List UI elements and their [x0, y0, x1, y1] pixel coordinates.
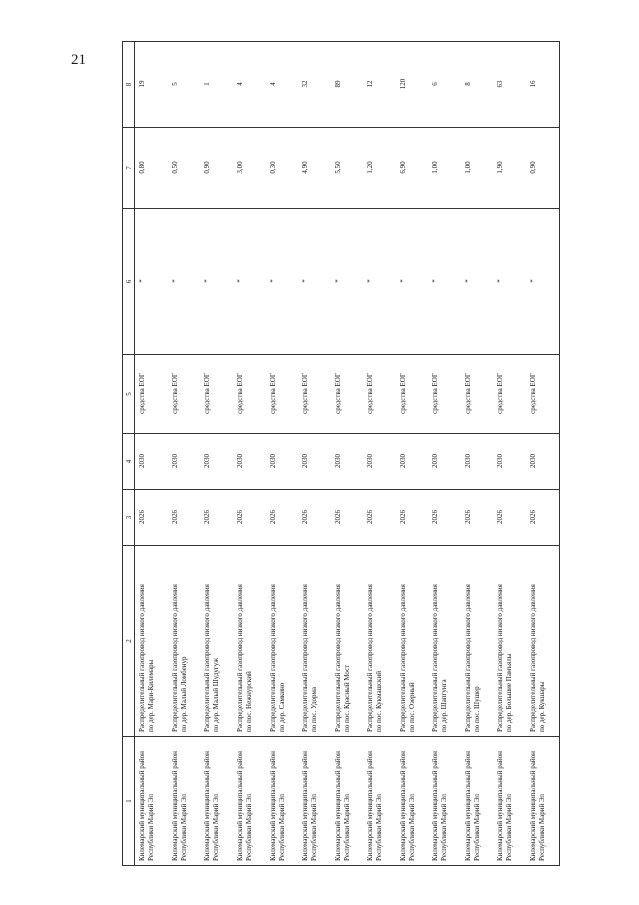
- table-row: [396, 42, 429, 866]
- count-cell: 1: [200, 42, 233, 128]
- object-type: Распределительный газопровод низкого давления: [463, 584, 472, 732]
- object-cell: [298, 546, 331, 737]
- column-header-7: 7: [123, 128, 135, 209]
- mark-cell: *: [135, 209, 168, 355]
- mark-cell: *: [363, 209, 396, 355]
- funding-source-cell: средства ЕОГ: [266, 355, 299, 434]
- start-year-cell: 2026: [428, 490, 461, 546]
- mark-cell: *: [266, 209, 299, 355]
- count-cell: 5: [168, 42, 201, 128]
- organization-cell: Килемарский муниципальный район Республики Марий Эл: [135, 737, 168, 866]
- table-body: [135, 42, 560, 866]
- table-row: [331, 42, 364, 866]
- organization-cell: Килемарский муниципальный район Республики Марий Эл: [493, 737, 526, 866]
- mark-cell: *: [396, 209, 429, 355]
- end-year-cell: 2030: [461, 434, 494, 490]
- length-cell: 0,90: [526, 128, 559, 209]
- column-header-1: 1: [123, 737, 135, 866]
- funding-source-cell: средства ЕОГ: [233, 355, 266, 434]
- funding-source-cell: средства ЕОГ: [363, 355, 396, 434]
- funding-source-cell: средства ЕОГ: [493, 355, 526, 434]
- count-cell: 120: [396, 42, 429, 128]
- mark-cell: *: [428, 209, 461, 355]
- length-cell: 1,00: [461, 128, 494, 209]
- mark-cell: *: [233, 209, 266, 355]
- object-type: Распределительный газопровод низкого давления: [235, 584, 244, 732]
- object-cell: [428, 546, 461, 737]
- length-cell: 0,30: [266, 128, 299, 209]
- column-header-3: 3: [123, 490, 135, 546]
- start-year-cell: 2026: [526, 490, 559, 546]
- start-year-cell: 2026: [266, 490, 299, 546]
- start-year-cell: 2026: [363, 490, 396, 546]
- start-year-cell: 2026: [200, 490, 233, 546]
- table-row: [233, 42, 266, 866]
- page-number: 21: [71, 52, 86, 68]
- organization-cell: Килемарский муниципальный район Республики Марий Эл: [428, 737, 461, 866]
- object-cell: [266, 546, 299, 737]
- column-header-2: 2: [123, 546, 135, 737]
- end-year-cell: 2030: [396, 434, 429, 490]
- length-cell: 1,00: [428, 128, 461, 209]
- organization-cell: Килемарский муниципальный район Республики Марий Эл: [200, 737, 233, 866]
- length-cell: 6,90: [396, 128, 429, 209]
- gas-pipeline-table: [122, 41, 560, 866]
- organization-cell: Килемарский муниципальный район Республики Марий Эл: [396, 737, 429, 866]
- length-cell: 5,50: [331, 128, 364, 209]
- table-row: [298, 42, 331, 866]
- end-year-cell: 2030: [428, 434, 461, 490]
- start-year-cell: 2026: [493, 490, 526, 546]
- object-cell: [363, 546, 396, 737]
- funding-source-cell: средства ЕОГ: [298, 355, 331, 434]
- object-type: Распределительный газопровод низкого давления: [398, 584, 407, 732]
- mark-cell: *: [461, 209, 494, 355]
- end-year-cell: 2030: [266, 434, 299, 490]
- object-type: Распределительный газопровод низкого давления: [138, 584, 146, 732]
- end-year-cell: 2030: [363, 434, 396, 490]
- funding-source-cell: средства ЕОГ: [526, 355, 559, 434]
- length-cell: 3,00: [233, 128, 266, 209]
- column-header-8: 8: [123, 42, 135, 128]
- end-year-cell: 2030: [168, 434, 201, 490]
- object-cell: [135, 546, 168, 737]
- object-type: Распределительный газопровод низкого давления: [431, 584, 440, 732]
- object-cell: [396, 546, 429, 737]
- count-cell: 4: [266, 42, 299, 128]
- organization-cell: Килемарский муниципальный район Республики Марий Эл: [266, 737, 299, 866]
- object-cell: [526, 546, 559, 737]
- object-location: по пос. Удорма: [310, 687, 319, 732]
- object-type: Распределительный газопровод низкого давления: [170, 584, 179, 732]
- object-location: по дер. Кукшары: [538, 681, 547, 732]
- column-header-6: 6: [123, 209, 135, 355]
- object-type: Распределительный газопровод низкого давления: [268, 584, 277, 732]
- start-year-cell: 2026: [396, 490, 429, 546]
- object-location: по пос. Шушер: [472, 686, 481, 732]
- start-year-cell: 2026: [168, 490, 201, 546]
- object-location: по дер. Шапгунга: [440, 679, 449, 732]
- count-cell: 4: [233, 42, 266, 128]
- end-year-cell: 2030: [298, 434, 331, 490]
- mark-cell: *: [168, 209, 201, 355]
- count-cell: 8: [461, 42, 494, 128]
- end-year-cell: 2030: [331, 434, 364, 490]
- end-year-cell: 2030: [233, 434, 266, 490]
- organization-cell: Килемарский муниципальный район Республики Марий Эл: [298, 737, 331, 866]
- length-cell: 4,90: [298, 128, 331, 209]
- organization-cell: Килемарский муниципальный район Республики Марий Эл: [363, 737, 396, 866]
- object-cell: [233, 546, 266, 737]
- column-header-5: 5: [123, 355, 135, 434]
- mark-cell: *: [526, 209, 559, 355]
- start-year-cell: 2026: [135, 490, 168, 546]
- length-cell: 0,50: [168, 128, 201, 209]
- start-year-cell: 2026: [461, 490, 494, 546]
- length-cell: 0,90: [200, 128, 233, 209]
- funding-source-cell: средства ЕОГ: [168, 355, 201, 434]
- mark-cell: *: [331, 209, 364, 355]
- object-type: Распределительный газопровод низкого давления: [203, 584, 212, 732]
- object-location: по дер. Малый Шудугуж: [212, 657, 221, 732]
- count-cell: 32: [298, 42, 331, 128]
- object-type: Распределительный газопровод низкого давления: [496, 584, 505, 732]
- table-row: [493, 42, 526, 866]
- object-type: Распределительный газопровод низкого давления: [301, 584, 310, 732]
- organization-cell: Килемарский муниципальный район Республики Марий Эл: [331, 737, 364, 866]
- table-row: [200, 42, 233, 866]
- table-row: [168, 42, 201, 866]
- object-type: Распределительный газопровод низкого давления: [366, 584, 375, 732]
- object-location: по пос. Нежнурский: [244, 671, 253, 732]
- end-year-cell: 2030: [200, 434, 233, 490]
- length-cell: 0,80: [135, 128, 168, 209]
- object-cell: [168, 546, 201, 737]
- count-cell: 89: [331, 42, 364, 128]
- organization-cell: Килемарский муниципальный район Республики Марий Эл: [461, 737, 494, 866]
- mark-cell: *: [200, 209, 233, 355]
- object-cell: [331, 546, 364, 737]
- count-cell: 19: [135, 42, 168, 128]
- table-row: [526, 42, 559, 866]
- table-row: [428, 42, 461, 866]
- object-location: по дер. Мари-Килемары: [147, 659, 155, 732]
- object-location: по дер. Малый Ломбенур: [179, 656, 188, 732]
- table-row: [135, 42, 168, 866]
- object-location: по пос. Озерный: [407, 682, 416, 732]
- length-cell: 1,20: [363, 128, 396, 209]
- end-year-cell: 2030: [493, 434, 526, 490]
- funding-source-cell: средства ЕОГ: [461, 355, 494, 434]
- end-year-cell: 2030: [135, 434, 168, 490]
- column-header-4: 4: [123, 434, 135, 490]
- table-row: [363, 42, 396, 866]
- start-year-cell: 2026: [298, 490, 331, 546]
- mark-cell: *: [298, 209, 331, 355]
- table-row: [266, 42, 299, 866]
- funding-source-cell: средства ЕОГ: [135, 355, 168, 434]
- count-cell: 16: [526, 42, 559, 128]
- organization-cell: Килемарский муниципальный район Республики Марий Эл: [233, 737, 266, 866]
- length-cell: 1,90: [493, 128, 526, 209]
- count-cell: 63: [493, 42, 526, 128]
- count-cell: 6: [428, 42, 461, 128]
- mark-cell: *: [493, 209, 526, 355]
- object-cell: [200, 546, 233, 737]
- object-location: по дер. Самкино: [277, 682, 286, 732]
- end-year-cell: 2030: [526, 434, 559, 490]
- object-location: по дер. Большие Памъялы: [505, 653, 514, 732]
- funding-source-cell: средства ЕОГ: [428, 355, 461, 434]
- object-location: по пос. Красный Мост: [342, 664, 351, 732]
- gas-pipeline-table-wrapper: [122, 50, 560, 866]
- funding-source-cell: средства ЕОГ: [200, 355, 233, 434]
- table-header-row: [123, 42, 135, 866]
- start-year-cell: 2026: [233, 490, 266, 546]
- organization-cell: Килемарский муниципальный район Республики Марий Эл: [526, 737, 559, 866]
- count-cell: 12: [363, 42, 396, 128]
- object-type: Распределительный газопровод низкого давления: [333, 584, 342, 732]
- object-location: по пос. Кукмашский: [375, 671, 384, 732]
- object-cell: [461, 546, 494, 737]
- start-year-cell: 2026: [331, 490, 364, 546]
- object-cell: [493, 546, 526, 737]
- table-row: [461, 42, 494, 866]
- object-type: Распределительный газопровод низкого давления: [529, 584, 538, 732]
- funding-source-cell: средства ЕОГ: [331, 355, 364, 434]
- organization-cell: Килемарский муниципальный район Республики Марий Эл: [168, 737, 201, 866]
- funding-source-cell: средства ЕОГ: [396, 355, 429, 434]
